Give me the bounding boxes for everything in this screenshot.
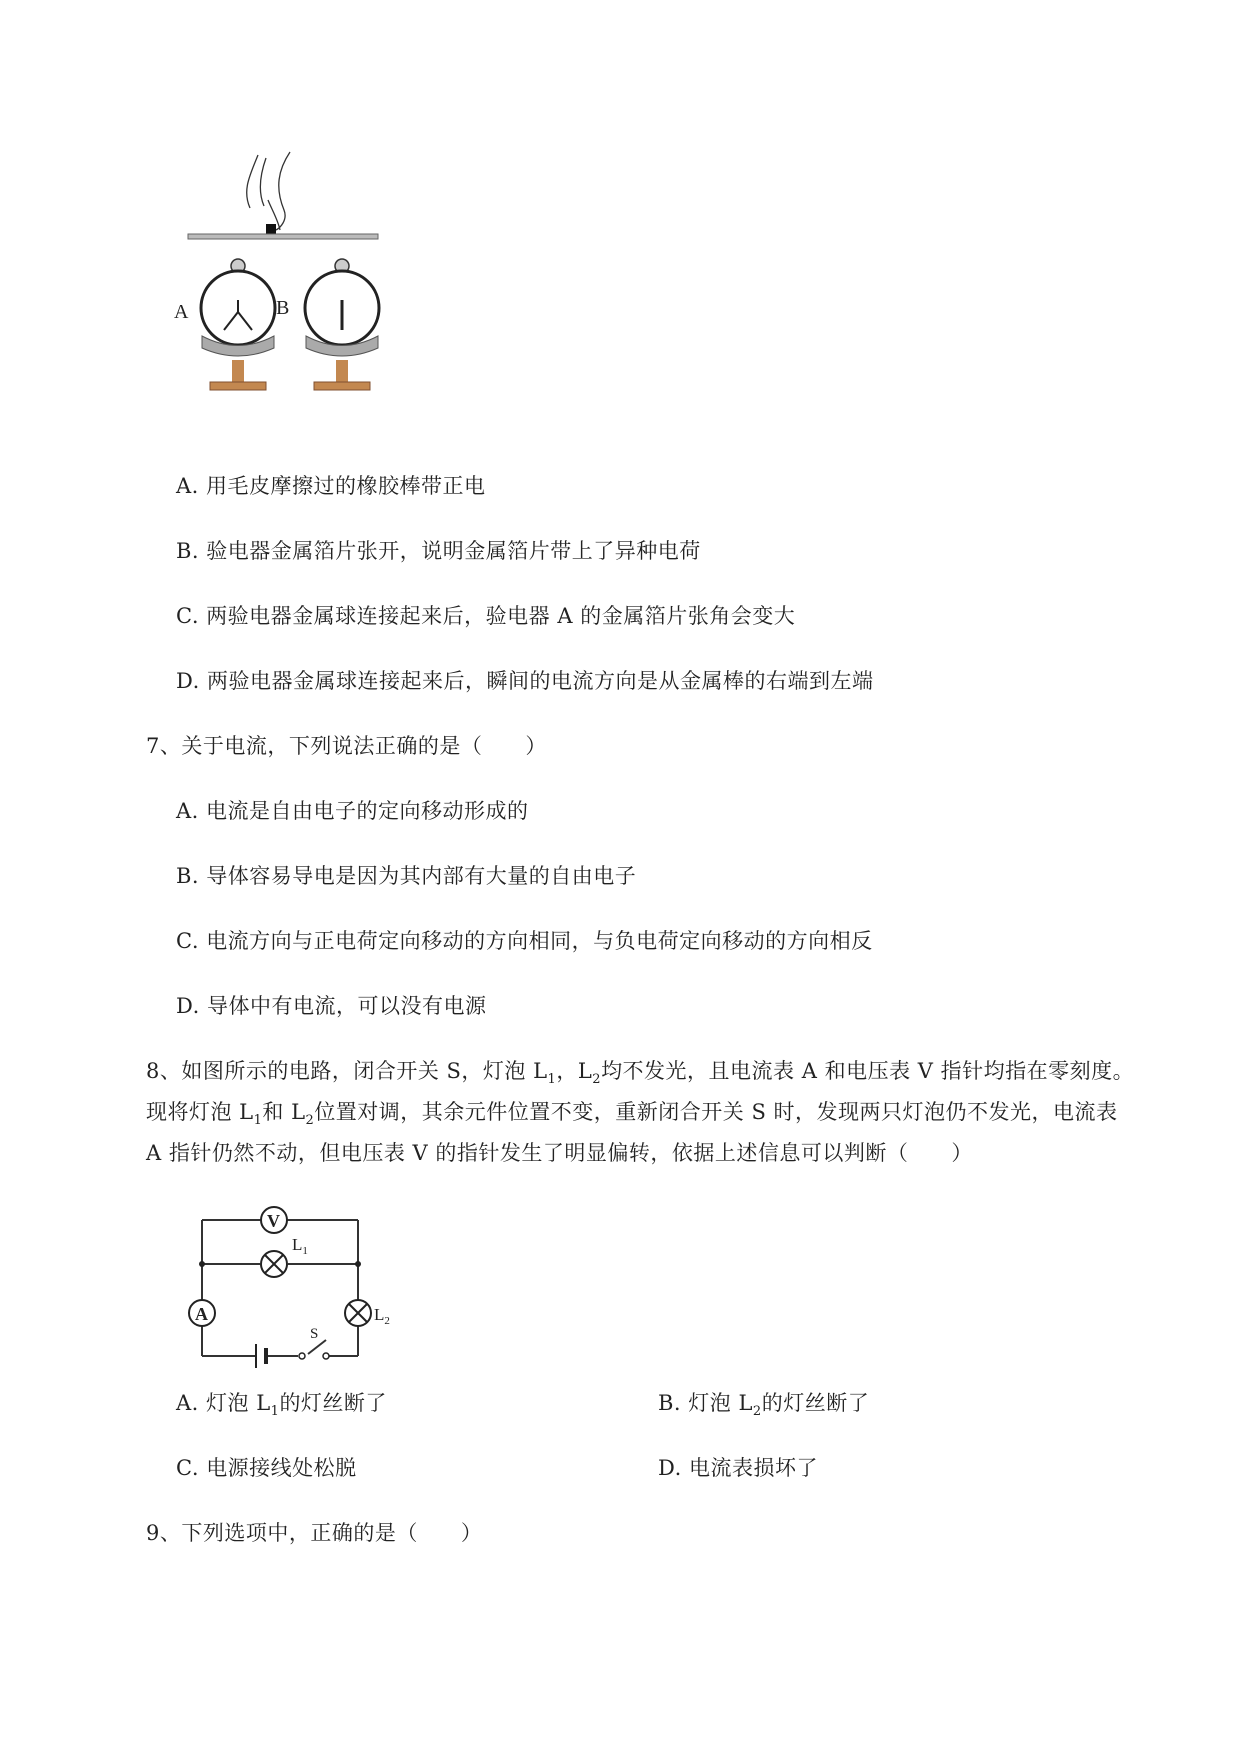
ammeter-label: A [195,1304,208,1324]
electroscope-b-label: B [276,297,290,319]
q6-option-c: C. 两验电器金属球连接起来后，验电器 A 的金属箔片张角会变大 [176,604,796,628]
q8-option-c: C. 电源接线处松脱 [176,1456,357,1480]
lamp-l1-icon [261,1251,287,1277]
svg-text:L2: $L_2$ [374,1305,390,1327]
q7-option-b: B. 导体容易导电是因为其内部有大量的自由电子 [176,864,637,888]
q8-stem-line-2: 现将灯泡 $L_1$和 $L_2$位置对调，其余元件位置不变，重新闭合开关 S 时，发现两只灯泡仍不发光，电流表 [146,1100,1118,1128]
q7-stem: 7、关于电流，下列说法正确的是（ ） [146,734,547,758]
q8-stem-line-1: 8、如图所示的电路，闭合开关 S，灯泡 $L_1$，$L_2$均不发光，且电流表 A 和电压表 V 指针均指在零刻度。 [146,1059,1135,1087]
electroscope-a [201,259,275,390]
metal-rod [188,234,378,239]
q6-option-d: D. 两验电器金属球连接起来后，瞬间的电流方向是从金属棒的右端到左端 [176,669,874,693]
hand-icon [247,152,290,230]
q9-stem: 9、下列选项中，正确的是（ ） [146,1521,483,1545]
lamp-l2-icon [345,1300,371,1326]
lamp-l2-label: L [374,1305,385,1324]
q8-option-b: B. 灯泡 $L_2$的灯丝断了 [658,1391,870,1419]
q8-option-d: D. 电流表损坏了 [658,1456,818,1480]
q7-option-d: D. 导体中有电流，可以没有电源 [176,994,487,1018]
svg-text:L1: $L_1$ [292,1235,308,1257]
q8-stem-line-3: A 指针仍然不动，但电压表 V 的指针发生了明显偏转，依据上述信息可以判断（ ） [146,1141,973,1165]
q7-option-c: C. 电流方向与正电荷定向移动的方向相同，与负电荷定向移动的方向相反 [176,929,873,953]
q6-option-a: A. 用毛皮摩擦过的橡胶棒带正电 [176,474,486,498]
q6-option-b: B. 验电器金属箔片张开，说明金属箔片带上了异种电荷 [176,539,701,563]
electroscope-a-label: A [174,301,189,323]
circuit-diagram [176,1198,416,1358]
lamp-l1-label: L [292,1235,303,1254]
electroscope-b [305,259,379,390]
electroscope-figure [174,150,420,410]
voltmeter-label: V [267,1211,280,1231]
q8-option-a: A. 灯泡 $L_1$的灯丝断了 [176,1391,387,1419]
switch-label: S [310,1326,319,1342]
q7-option-a: A. 电流是自由电子的定向移动形成的 [176,799,529,823]
